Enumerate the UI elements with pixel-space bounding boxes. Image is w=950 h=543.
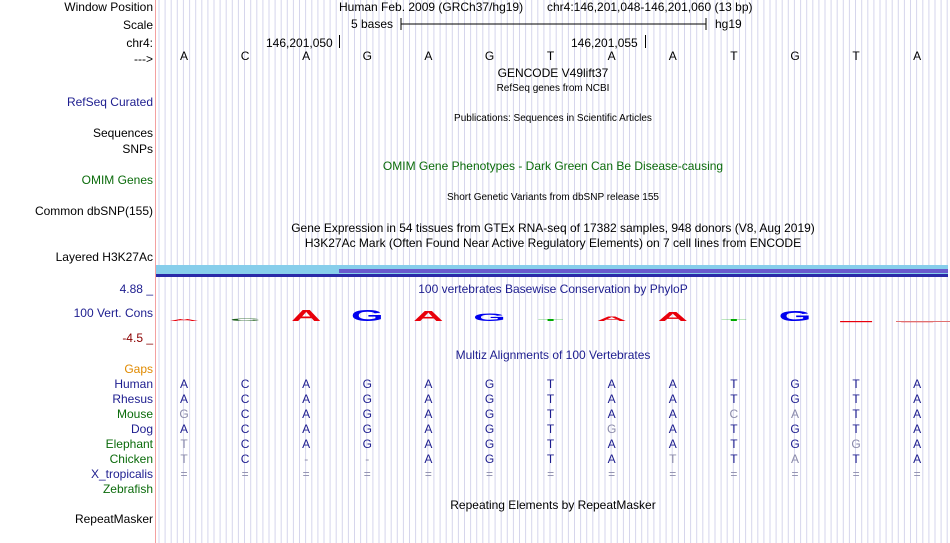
- species-label-x_tropicalis[interactable]: X_tropicalis: [90, 467, 153, 481]
- base-letter: G: [790, 49, 800, 63]
- phylop-base-glyph: T: [537, 318, 564, 322]
- scale-text: 5 bases: [351, 17, 394, 31]
- alignment-base: -: [365, 452, 370, 466]
- alignment-base: A: [607, 452, 616, 466]
- base-letter: A: [607, 49, 616, 63]
- alignment-base: G: [790, 422, 800, 436]
- alignment-base: =: [302, 467, 310, 481]
- omim-track-title[interactable]: OMIM Gene Phenotypes - Dark Green Can Be Disease-causing: [382, 159, 724, 173]
- alignment-base: A: [607, 392, 616, 406]
- alignment-base: =: [547, 467, 555, 481]
- alignment-base: T: [730, 377, 738, 391]
- scale-db: hg19: [715, 17, 742, 31]
- base-letter: T: [852, 49, 860, 63]
- phylop-track-title[interactable]: 100 vertebrates Basewise Conservation by PhyloP: [418, 282, 688, 296]
- alignment-base: =: [241, 467, 249, 481]
- alignment-base: T: [180, 452, 188, 466]
- alignment-base: T: [180, 437, 188, 451]
- alignment-base: C: [240, 437, 250, 451]
- strand-label: --->: [134, 52, 153, 66]
- species-label-rhesus[interactable]: Rhesus: [112, 392, 153, 406]
- base-letter: A: [302, 49, 311, 63]
- alignment-base: T: [730, 437, 738, 451]
- alignment-base: G: [790, 377, 800, 391]
- alignment-base: A: [913, 392, 922, 406]
- alignment-base: C: [240, 377, 250, 391]
- alignment-base: T: [852, 452, 860, 466]
- species-label-elephant[interactable]: Elephant: [105, 437, 153, 451]
- h3k27ac-signal-bar[interactable]: [156, 265, 948, 277]
- alignment-base: A: [913, 407, 922, 421]
- h3k27ac-track-title[interactable]: H3K27Ac Mark (Often Found Near Active Regulatory Elements) on 7 cell lines from ENCODE: [304, 236, 802, 250]
- alignment-base: A: [302, 422, 311, 436]
- alignment-base: A: [424, 422, 433, 436]
- species-label-mouse[interactable]: Mouse: [116, 407, 153, 421]
- species-label-zebrafish[interactable]: Zebrafish: [102, 482, 153, 496]
- alignment-base: G: [484, 392, 495, 406]
- alignment-base: A: [607, 437, 616, 451]
- h3k27ac-layer-dark: [156, 274, 948, 277]
- ruler-tick-1: 146,201,050: [266, 36, 333, 50]
- alignment-base: A: [668, 392, 677, 406]
- alignment-base: G: [179, 407, 189, 421]
- base-letter: A: [179, 49, 188, 63]
- alignment-base: A: [302, 392, 311, 406]
- species-label-chicken[interactable]: Chicken: [109, 452, 153, 466]
- base-letter: C: [240, 49, 250, 63]
- alignment-base: A: [913, 422, 922, 436]
- alignment-base: A: [302, 437, 311, 451]
- alignment-base: C: [240, 422, 250, 436]
- publications-track-title[interactable]: Publications: Sequences in Scientific Articles: [454, 113, 652, 124]
- alignment-base: G: [484, 377, 495, 391]
- repeatmasker-label[interactable]: RepeatMasker: [74, 512, 153, 526]
- phylop-base-glyph: A: [291, 306, 322, 325]
- snps-label[interactable]: SNPs: [122, 142, 153, 156]
- alignment-base: =: [852, 467, 860, 481]
- scale-label: Scale: [122, 18, 153, 32]
- layered-h3k27ac-label[interactable]: Layered H3K27Ac: [55, 250, 153, 264]
- alignment-base: A: [913, 377, 922, 391]
- refseq-track-title[interactable]: RefSeq genes from NCBI: [496, 83, 610, 94]
- alignment-base: A: [607, 377, 616, 391]
- alignment-base: T: [852, 407, 860, 421]
- alignment-base: A: [913, 452, 922, 466]
- alignment-base: G: [607, 422, 617, 436]
- sequences-label[interactable]: Sequences: [92, 126, 153, 140]
- dbsnp-track-title[interactable]: Short Genetic Variants from dbSNP release 155: [447, 192, 659, 203]
- alignment-base: T: [546, 422, 555, 436]
- base-letter: G: [484, 49, 495, 63]
- phylop-min-value: -4.5 _: [122, 331, 153, 345]
- alignment-base: T: [546, 437, 555, 451]
- alignment-base: T: [852, 422, 860, 436]
- base-letter: T: [730, 49, 738, 63]
- alignment-base: A: [913, 437, 922, 451]
- window-position-value: chr4:146,201,048-146,201,060 (13 bp): [547, 0, 753, 14]
- phylop-base-glyph: A: [596, 315, 627, 323]
- alignment-base: T: [852, 377, 860, 391]
- alignment-base: A: [790, 452, 799, 466]
- alignment-base: A: [668, 422, 677, 436]
- alignment-base: A: [302, 407, 311, 421]
- alignment-base: G: [851, 437, 861, 451]
- alignment-base: T: [546, 392, 555, 406]
- refseq-curated-label[interactable]: RefSeq Curated: [66, 95, 153, 109]
- phylop-base-glyph: T: [721, 318, 747, 322]
- common-dbsnp-label[interactable]: Common dbSNP(155): [34, 204, 153, 218]
- alignment-base: A: [179, 422, 188, 436]
- alignment-base: =: [485, 467, 493, 481]
- alignment-base: C: [240, 407, 250, 421]
- gtex-track-title[interactable]: Gene Expression in 54 tissues from GTEx RNA-seq of 17382 samples, 948 donors (V8, Aug 2019): [291, 221, 815, 235]
- multiz-track-title[interactable]: Multiz Alignments of 100 Vertebrates: [455, 348, 651, 362]
- alignment-base: G: [362, 422, 372, 436]
- phylop-base-glyph: G: [778, 307, 812, 325]
- alignment-base: A: [607, 407, 616, 421]
- phylop-max-value: 4.88 _: [119, 282, 153, 296]
- h3k27ac-layer-mid: [339, 269, 948, 273]
- alignment-base: G: [484, 422, 495, 436]
- alignment-base: G: [484, 407, 495, 421]
- alignment-base: =: [608, 467, 616, 481]
- alignment-base: A: [668, 437, 677, 451]
- alignment-base: G: [362, 377, 372, 391]
- window-position-label: Window Position: [64, 0, 153, 14]
- phylop-base-glyph: A: [657, 309, 688, 324]
- species-label-dog[interactable]: Dog: [130, 422, 153, 436]
- alignment-base: =: [730, 467, 738, 481]
- alignment-base: =: [424, 467, 432, 481]
- base-letter: T: [546, 49, 555, 63]
- alignment-base: T: [730, 422, 738, 436]
- phylop-base-glyph: G: [351, 306, 384, 325]
- alignment-base: A: [179, 392, 188, 406]
- alignment-base: T: [546, 377, 555, 391]
- alignment-base: A: [302, 377, 311, 391]
- alignment-base: A: [668, 377, 677, 391]
- alignment-base: T: [852, 392, 860, 406]
- alignment-base: A: [424, 377, 433, 391]
- alignment-base: T: [546, 407, 555, 421]
- alignment-base: G: [362, 437, 372, 451]
- repeatmasker-track-title[interactable]: Repeating Elements by RepeatMasker: [450, 498, 656, 512]
- base-letter: A: [668, 49, 677, 63]
- alignment-base: G: [790, 392, 800, 406]
- alignment-base: A: [424, 452, 433, 466]
- phylop-base-glyph: A: [168, 318, 200, 322]
- alignment-base: C: [240, 452, 250, 466]
- phylop-base-glyph: G: [473, 311, 506, 324]
- alignment-base: T: [669, 452, 677, 466]
- assembly-name: Human Feb. 2009 (GRCh37/hg19): [339, 0, 524, 14]
- 100-vert-cons-label[interactable]: 100 Vert. Cons: [73, 306, 153, 320]
- alignment-base: A: [668, 407, 677, 421]
- phylop-bar: [840, 321, 872, 322]
- alignment-base: =: [791, 467, 799, 481]
- alignment-base: T: [546, 452, 555, 466]
- alignment-base: G: [362, 392, 372, 406]
- alignment-base: A: [424, 407, 433, 421]
- base-letter: G: [362, 49, 372, 63]
- alignment-base: G: [362, 407, 372, 421]
- base-letter: A: [424, 49, 433, 63]
- alignment-base: A: [424, 392, 433, 406]
- alignment-base: =: [669, 467, 677, 481]
- base-letter: A: [913, 49, 922, 63]
- alignment-base: G: [790, 437, 800, 451]
- alignment-base: =: [180, 467, 188, 481]
- species-label-human[interactable]: Human: [114, 377, 153, 391]
- alignment-base: -: [304, 452, 309, 466]
- alignment-base: A: [179, 377, 188, 391]
- phylop-base-glyph: A: [413, 307, 444, 325]
- phylop-base-glyph: C: [230, 317, 261, 322]
- alignment-base: T: [730, 452, 738, 466]
- chrom-label: chr4:: [126, 36, 153, 50]
- alignment-base: G: [484, 452, 495, 466]
- alignment-base: A: [790, 407, 799, 421]
- alignment-base: =: [913, 467, 921, 481]
- alignment-base: G: [484, 437, 495, 451]
- gaps-label[interactable]: Gaps: [124, 362, 153, 376]
- gencode-track-title[interactable]: GENCODE V49lift37: [497, 66, 609, 80]
- alignment-base: A: [424, 437, 433, 451]
- alignment-base: C: [240, 392, 250, 406]
- phylop-logo: [156, 298, 950, 328]
- alignment-base: T: [730, 392, 738, 406]
- omim-genes-label[interactable]: OMIM Genes: [81, 173, 153, 187]
- alignment-base: C: [729, 407, 739, 421]
- alignment-base: =: [363, 467, 371, 481]
- ruler-tick-2: 146,201,055: [571, 36, 638, 50]
